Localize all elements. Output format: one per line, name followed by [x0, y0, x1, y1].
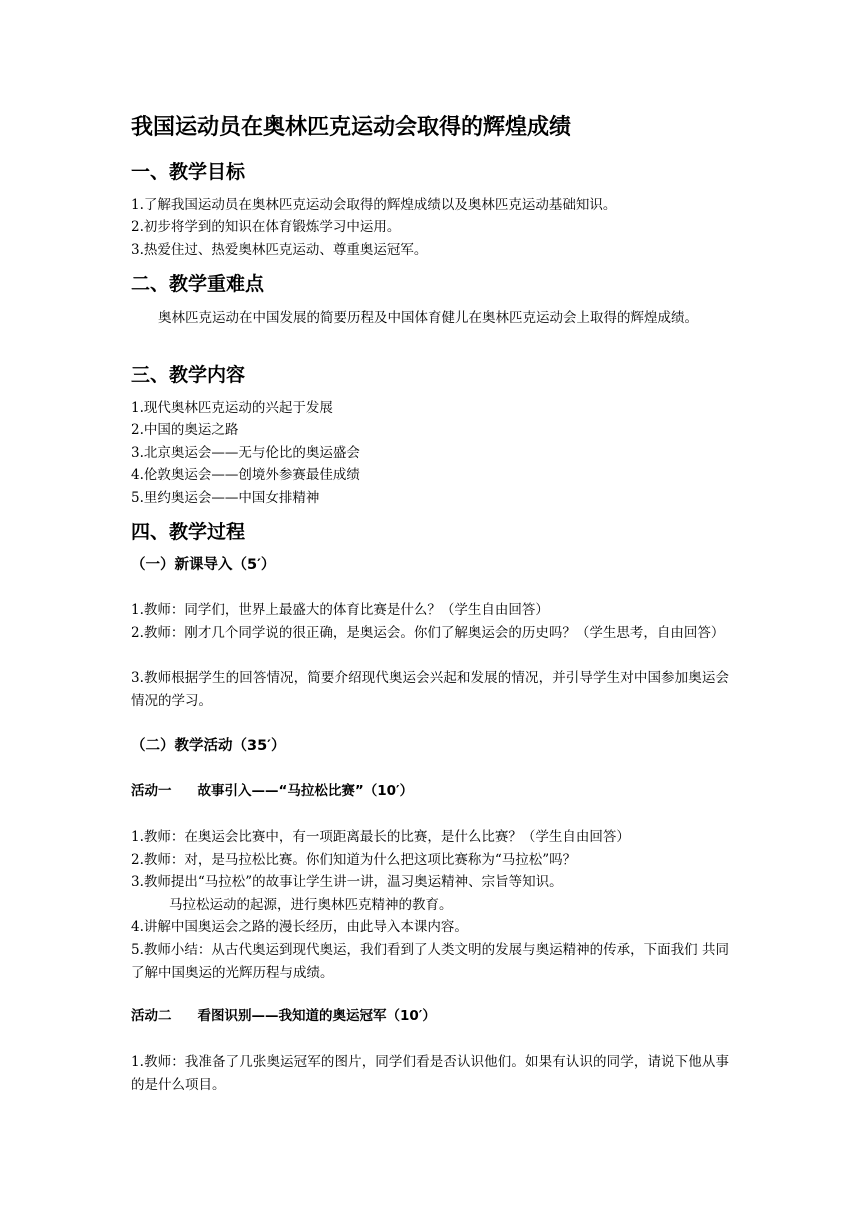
objective-item: 3.热爱住过、热爱奥林匹克运动、尊重奥运冠军。 [131, 242, 428, 258]
key-points-paragraph: 奥林匹克运动在中国发展的简要历程及中国体育健儿在奥林匹克运动会上取得的辉煌成绩。 [158, 310, 698, 326]
activity-one-item: 2.教师：对，是马拉松比赛。你们知道为什么把这项比赛称为“马拉松”吗？ [131, 852, 577, 868]
content-item: 4.伦敦奥运会——创境外参赛最佳成绩 [131, 467, 360, 483]
activity-one-item: 3.教师提出“马拉松”的故事让学生讲一讲，温习奥运精神、宗旨等知识。 [131, 874, 563, 890]
activity-one-item: 4.讲解中国奥运会之路的漫长经历，由此导入本课内容。 [131, 919, 468, 935]
intro-item: 1.教师：同学们，世界上最盛大的体育比赛是什么？（学生自由回答） [131, 602, 549, 618]
subsection-heading-activities: （二）教学活动（35′） [131, 738, 286, 754]
content-item: 1.现代奥林匹克运动的兴起于发展 [131, 400, 333, 416]
activity-two-heading [131, 1006, 436, 1026]
intro-item: 3.教师根据学生的回答情况，简要介绍现代奥运会兴起和发展的情况，并引导学生对中国参加奥运会情况的学习。 [131, 670, 729, 709]
activity-one-item: 1.教师：在奥运会比赛中，有一项距离最长的比赛，是什么比赛？（学生自由回答） [131, 829, 630, 845]
activity-one-note: 马拉松运动的起源，进行奥林匹克精神的教育。 [169, 897, 453, 913]
section-heading-objectives: 一、教学目标 [131, 161, 246, 183]
activity-one-title: 故事引入——“马拉松比赛”（10′） [197, 783, 414, 799]
content-item: 5.里约奥运会——中国女排精神 [131, 490, 320, 506]
section-heading-content: 三、教学内容 [131, 364, 246, 386]
objective-item: 2.初步将学到的知识在体育锻炼学习中运用。 [131, 219, 401, 235]
content-item: 3.北京奥运会——无与伦比的奥运盛会 [131, 445, 360, 461]
intro-item: 2.教师：刚才几个同学说的很正确，是奥运会。你们了解奥运会的历史吗？（学生思考，自由回答） [131, 625, 725, 641]
activity-two-label: 活动二 [131, 1008, 172, 1024]
section-heading-key-points: 二、教学重难点 [131, 273, 265, 295]
document-title: 我国运动员在奥林匹克运动会取得的辉煌成绩 [131, 115, 572, 140]
activity-one-item: 5.教师小结：从古代奥运到现代奥运，我们看到了人类文明的发展与奥运精神的传承，下面我们 共同了解中国奥运的光辉历程与成绩。 [131, 942, 729, 981]
section-heading-process: 四、教学过程 [131, 521, 246, 543]
activity-one-label: 活动一 [131, 783, 172, 799]
activity-two-item: 1.教师：我准备了几张奥运冠军的图片，同学们看是否认识他们。如果有认识的同学，请说下他从事的是什么项目。 [131, 1054, 729, 1093]
content-item: 2.中国的奥运之路 [131, 422, 239, 438]
activity-two-title: 看图识别——我知道的奥运冠军（10′） [197, 1008, 436, 1024]
subsection-heading-intro: （一）新课导入（5′） [131, 557, 276, 573]
activity-one-heading [131, 781, 413, 801]
objective-item: 1.了解我国运动员在奥林匹克运动会取得的辉煌成绩以及奥林匹克运动基础知识。 [131, 197, 617, 213]
